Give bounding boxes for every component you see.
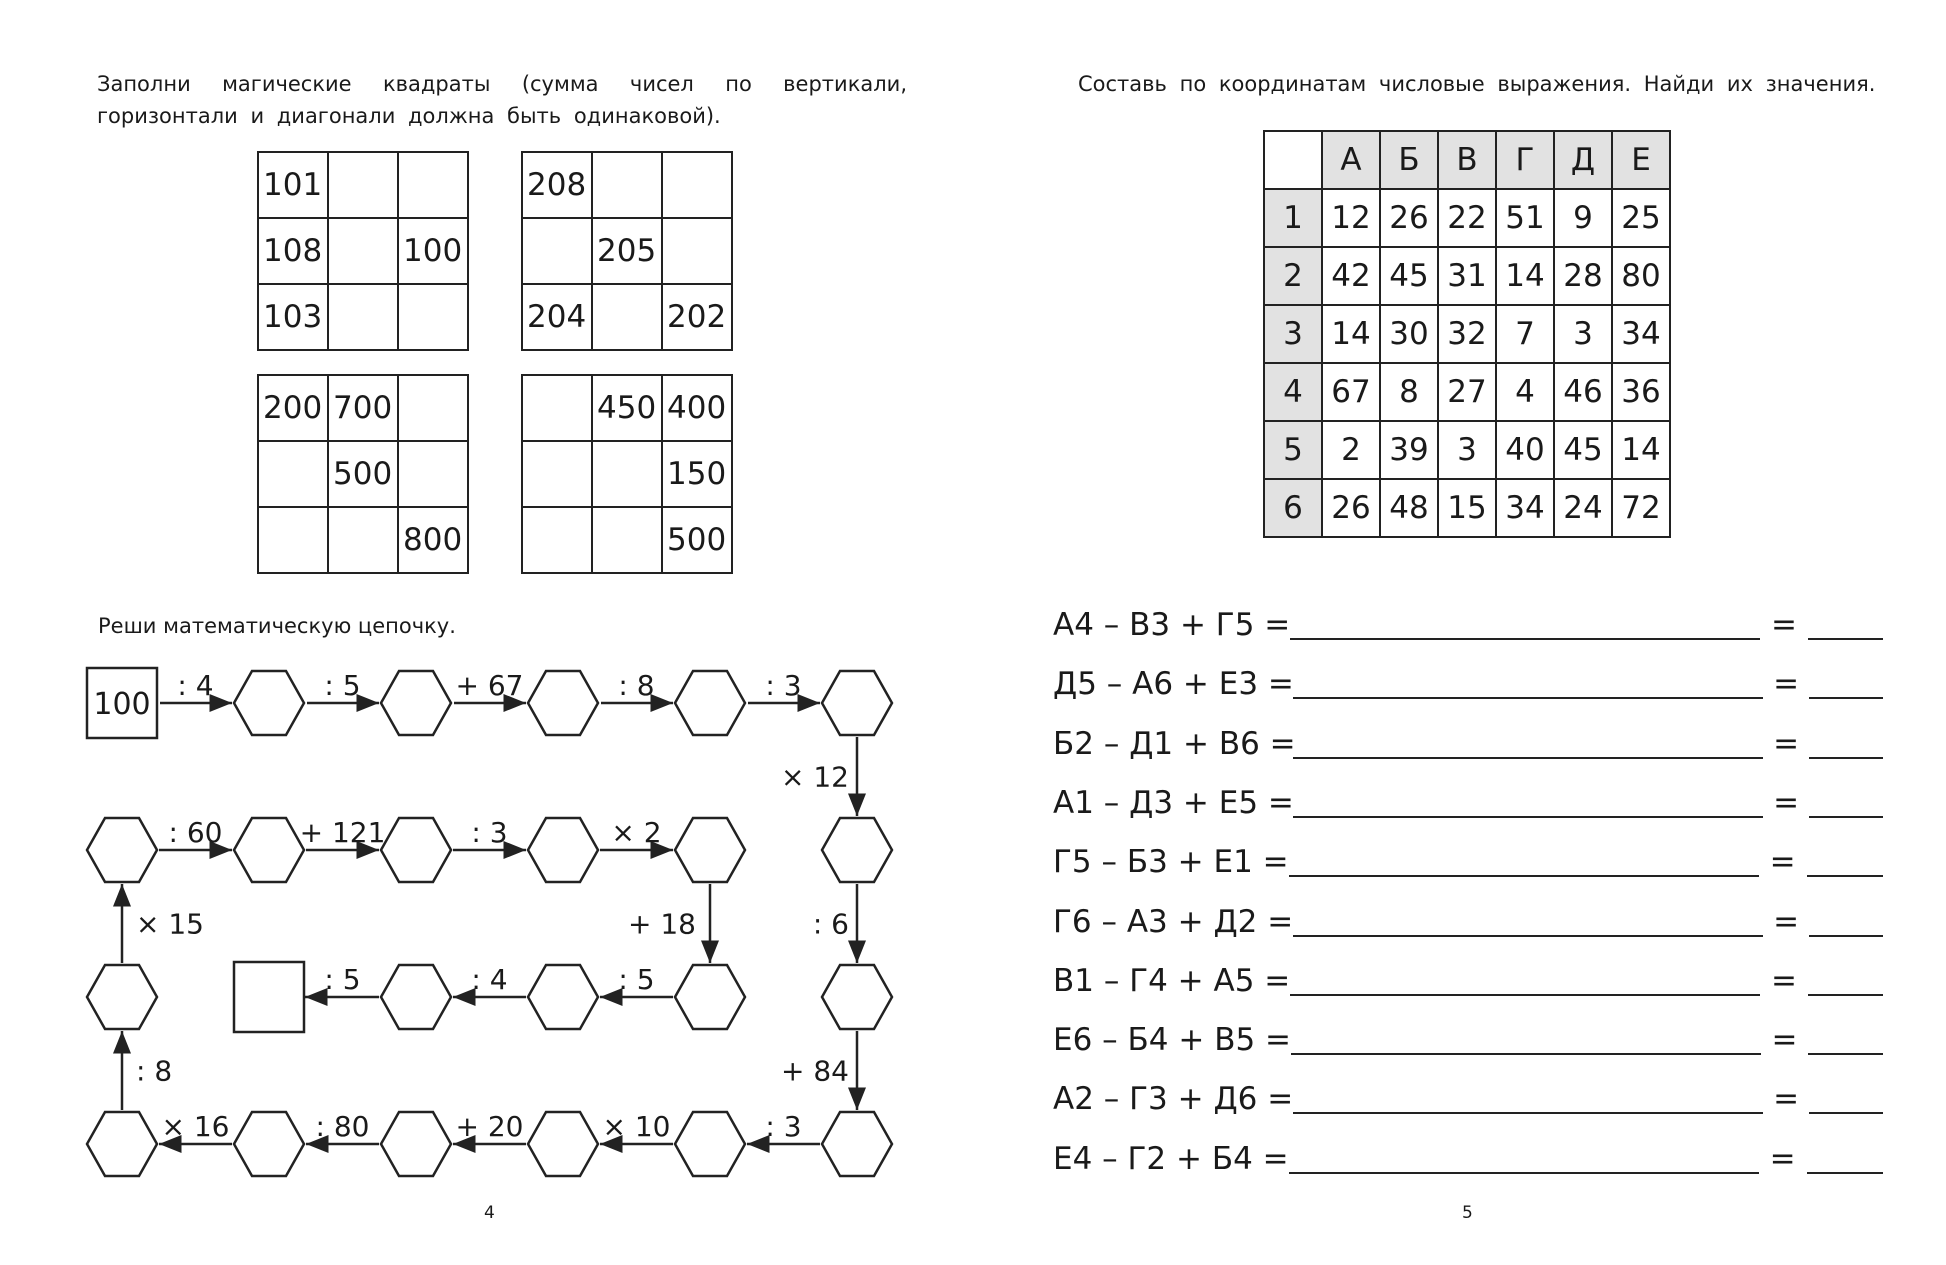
- operation-label: × 15: [136, 907, 204, 941]
- answer-expression-line[interactable]: [1293, 905, 1763, 937]
- answer-expression-line[interactable]: [1290, 608, 1760, 640]
- answer-value-line[interactable]: [1808, 1023, 1883, 1055]
- table-cell: 12: [1322, 189, 1380, 247]
- answer-value-line[interactable]: [1809, 786, 1883, 818]
- hexagon-blank[interactable]: [381, 1112, 451, 1176]
- coordinates-instruction: Составь по координатам числовые выражения. Найди их значения.: [1078, 72, 1876, 96]
- hexagon-blank[interactable]: [675, 965, 745, 1029]
- hexagon-blank[interactable]: [822, 671, 892, 735]
- magic-square-cell: 450: [592, 375, 662, 441]
- table-cell: 48: [1380, 479, 1438, 537]
- coordinate-table-header-row: [1264, 131, 1670, 189]
- table-cell: 45: [1380, 247, 1438, 305]
- table-cell: 42: [1322, 247, 1380, 305]
- answer-value-line[interactable]: [1809, 727, 1883, 759]
- expression-text: А2 – Г3 + Д6 =: [1053, 1081, 1294, 1118]
- table-row: [1264, 479, 1670, 537]
- table-cell: 36: [1612, 363, 1670, 421]
- expression-text: В1 – Г4 + А5 =: [1053, 962, 1291, 999]
- equals-sign: =: [1769, 1140, 1796, 1177]
- answer-value-line[interactable]: [1809, 667, 1883, 699]
- table-cell: 28: [1554, 247, 1612, 305]
- equals-sign: =: [1773, 725, 1800, 762]
- magic-square-cell: 108: [258, 218, 328, 284]
- table-cell: 51: [1496, 189, 1554, 247]
- column-header: Б: [1380, 131, 1438, 189]
- magic-square-cell: 500: [328, 441, 398, 507]
- magic-square-cell: 200: [258, 375, 328, 441]
- operation-label: × 16: [161, 1110, 230, 1143]
- magic-square-cell: 800: [398, 507, 468, 573]
- table-cell: 27: [1438, 363, 1496, 421]
- hexagon-blank[interactable]: [87, 965, 157, 1029]
- table-cell: 26: [1380, 189, 1438, 247]
- table-row: [1264, 421, 1670, 479]
- expression-row: [1053, 1132, 1883, 1178]
- hexagon-blank[interactable]: [381, 818, 451, 882]
- expression-row: [1053, 1013, 1883, 1059]
- hexagon-blank[interactable]: [822, 818, 892, 882]
- hexagon-blank[interactable]: [87, 818, 157, 882]
- operation-label: + 67: [455, 669, 524, 702]
- operation-label: + 84: [781, 1054, 849, 1088]
- operation-label: × 12: [781, 760, 849, 794]
- answer-expression-line[interactable]: [1293, 667, 1763, 699]
- operation-label: : 4: [177, 669, 214, 702]
- operation-label: : 3: [765, 669, 802, 702]
- equals-sign: =: [1769, 844, 1796, 881]
- column-header: Д: [1554, 131, 1612, 189]
- table-cell: 67: [1322, 363, 1380, 421]
- expression-text: А1 – Д3 + Е5 =: [1053, 784, 1294, 821]
- table-row: [1264, 189, 1670, 247]
- table-cell: 25: [1612, 189, 1670, 247]
- answer-expression-line[interactable]: [1291, 1023, 1761, 1055]
- operation-label: + 121: [299, 816, 386, 849]
- answer-value-line[interactable]: [1807, 845, 1883, 877]
- table-cell: 7: [1496, 305, 1554, 363]
- table-row: [1264, 305, 1670, 363]
- operation-label: × 10: [602, 1110, 671, 1143]
- magic-square-cell: 202: [662, 284, 732, 350]
- answer-value-line[interactable]: [1808, 608, 1883, 640]
- table-cell: 8: [1380, 363, 1438, 421]
- answer-value-line[interactable]: [1807, 1142, 1883, 1174]
- row-header: 3: [1264, 305, 1322, 363]
- table-cell: 46: [1554, 363, 1612, 421]
- magic-square-cell: 205: [592, 218, 662, 284]
- expression-row: [1053, 598, 1883, 644]
- table-cell: 34: [1496, 479, 1554, 537]
- expression-text: Д5 – А6 + Е3 =: [1053, 666, 1294, 703]
- magic-square-cell: 101: [258, 152, 328, 218]
- column-header: А: [1322, 131, 1380, 189]
- table-cell: 2: [1322, 421, 1380, 479]
- operation-label: × 2: [611, 816, 662, 849]
- answer-value-line[interactable]: [1809, 905, 1883, 937]
- hexagon-blank[interactable]: [234, 818, 304, 882]
- hexagon-blank[interactable]: [528, 965, 598, 1029]
- table-cell: 39: [1380, 421, 1438, 479]
- table-cell: 40: [1496, 421, 1554, 479]
- table-cell: 3: [1554, 305, 1612, 363]
- answer-expression-line[interactable]: [1293, 786, 1763, 818]
- operation-label: : 5: [324, 669, 361, 702]
- expression-row: [1053, 954, 1883, 1000]
- operation-label: : 6: [812, 907, 849, 941]
- column-header: Е: [1612, 131, 1670, 189]
- table-cell: 26: [1322, 479, 1380, 537]
- expression-text: А4 – В3 + Г5 =: [1053, 607, 1291, 643]
- equals-sign: =: [1773, 666, 1800, 703]
- hexagon-blank[interactable]: [381, 965, 451, 1029]
- table-cell: 15: [1438, 479, 1496, 537]
- row-header: 2: [1264, 247, 1322, 305]
- expression-text: Е6 – Б4 + В5 =: [1053, 1022, 1292, 1059]
- expression-text: Б2 – Д1 + В6 =: [1053, 725, 1296, 762]
- magic-square-cell: 700: [328, 375, 398, 441]
- operation-label: + 18: [628, 907, 696, 941]
- hexagon-blank[interactable]: [822, 965, 892, 1029]
- answer-expression-line[interactable]: [1293, 1082, 1763, 1114]
- hexagon-blank[interactable]: [234, 671, 304, 735]
- row-header: 5: [1264, 421, 1322, 479]
- hexagon-blank[interactable]: [822, 1112, 892, 1176]
- expression-row: [1053, 1072, 1883, 1118]
- magic-square-cell: 204: [522, 284, 592, 350]
- table-cell: 3: [1438, 421, 1496, 479]
- expression-row: [1053, 776, 1883, 822]
- table-cell: 80: [1612, 247, 1670, 305]
- column-header: Г: [1496, 131, 1554, 189]
- equals-sign: =: [1770, 607, 1797, 643]
- operation-label: : 5: [324, 963, 361, 996]
- table-cell: 45: [1554, 421, 1612, 479]
- expression-row: [1053, 835, 1883, 881]
- expression-text: Е4 – Г2 + Б4 =: [1053, 1140, 1289, 1177]
- operation-label: : 3: [765, 1110, 802, 1143]
- hexagon-blank[interactable]: [234, 1112, 304, 1176]
- magic-square-cell: 150: [662, 441, 732, 507]
- hexagon-blank[interactable]: [675, 1112, 745, 1176]
- operation-label: : 4: [471, 963, 508, 996]
- expression-row: [1053, 657, 1883, 703]
- operation-label: : 8: [618, 669, 655, 702]
- table-cell: 24: [1554, 479, 1612, 537]
- hexagon-blank[interactable]: [381, 671, 451, 735]
- answer-value-line[interactable]: [1808, 964, 1883, 996]
- table-corner-cell: [1264, 131, 1322, 189]
- table-cell: 31: [1438, 247, 1496, 305]
- table-cell: 30: [1380, 305, 1438, 363]
- hexagon-blank[interactable]: [675, 671, 745, 735]
- hexagon-blank[interactable]: [528, 671, 598, 735]
- page-number-left: 4: [484, 1203, 495, 1223]
- chain-instruction: Реши математическую цепочку.: [98, 614, 456, 638]
- expression-text: Г5 – Б3 + Е1 =: [1053, 844, 1289, 881]
- equals-sign: =: [1773, 1081, 1800, 1118]
- equals-sign: =: [1773, 784, 1800, 821]
- column-header: В: [1438, 131, 1496, 189]
- equals-sign: =: [1771, 1022, 1798, 1059]
- expression-row: [1053, 895, 1883, 941]
- answer-expression-line[interactable]: [1289, 1142, 1759, 1174]
- row-header: 4: [1264, 363, 1322, 421]
- answer-expression-line[interactable]: [1289, 845, 1759, 877]
- row-header: 6: [1264, 479, 1322, 537]
- magic-square-cell: 400: [662, 375, 732, 441]
- equals-sign: =: [1770, 962, 1797, 999]
- table-row: [1264, 363, 1670, 421]
- table-cell: 9: [1554, 189, 1612, 247]
- table-cell: 32: [1438, 305, 1496, 363]
- answer-value-line[interactable]: [1809, 1082, 1883, 1114]
- table-row: [1264, 247, 1670, 305]
- table-cell: 4: [1496, 363, 1554, 421]
- answer-expression-line[interactable]: [1290, 964, 1760, 996]
- table-cell: 34: [1612, 305, 1670, 363]
- operation-label: + 20: [455, 1110, 524, 1143]
- hexagon-blank[interactable]: [675, 818, 745, 882]
- table-cell: 14: [1322, 305, 1380, 363]
- hexagon-blank[interactable]: [528, 1112, 598, 1176]
- operation-label: : 8: [136, 1054, 173, 1088]
- answer-expression-line[interactable]: [1293, 727, 1763, 759]
- magic-square-cell: 100: [398, 218, 468, 284]
- magic-square-cell: 208: [522, 152, 592, 218]
- magic-squares-instruction: Заполни магические квадраты (сумма чисел по вертикали, горизонтали и диагонали должна быть одинаковой).: [97, 72, 907, 128]
- hexagon-blank[interactable]: [87, 1112, 157, 1176]
- magic-square-cell: 500: [662, 507, 732, 573]
- equals-sign: =: [1773, 903, 1800, 940]
- table-cell: 72: [1612, 479, 1670, 537]
- magic-square-cell: 103: [258, 284, 328, 350]
- operation-label: : 3: [471, 816, 508, 849]
- expression-text: Г6 – А3 + Д2 =: [1053, 903, 1294, 940]
- chain-start-value: 100: [93, 687, 151, 722]
- operation-label: : 5: [618, 963, 655, 996]
- chain-end-box[interactable]: [234, 962, 304, 1032]
- operation-label: : 60: [168, 816, 223, 849]
- table-cell: 22: [1438, 189, 1496, 247]
- hexagon-blank[interactable]: [528, 818, 598, 882]
- table-cell: 14: [1496, 247, 1554, 305]
- operation-label: : 80: [315, 1110, 370, 1143]
- coordinate-table: [1263, 130, 1671, 538]
- table-cell: 14: [1612, 421, 1670, 479]
- row-header: 1: [1264, 189, 1322, 247]
- page-number-right: 5: [1462, 1203, 1473, 1223]
- expression-row: [1053, 717, 1883, 763]
